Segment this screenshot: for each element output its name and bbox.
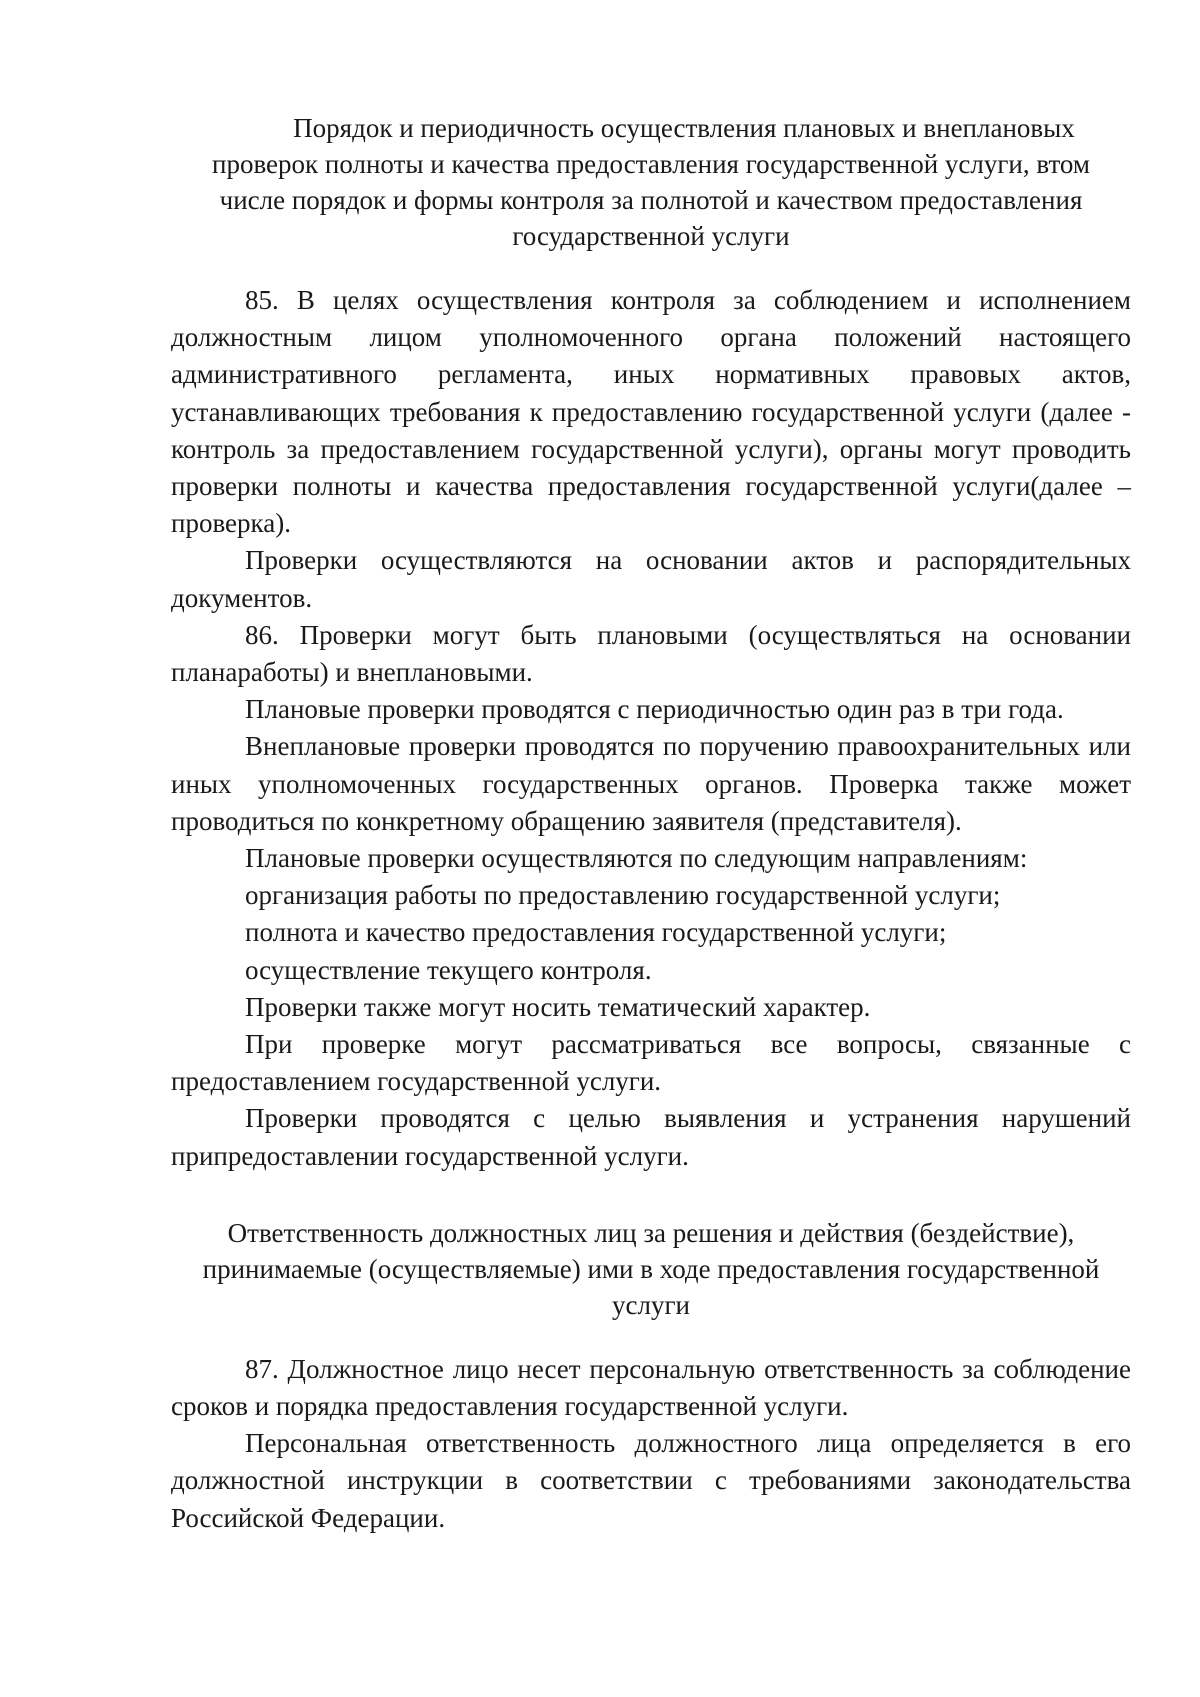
paragraph-86: 86. Проверки могут быть плановыми (осуществляться на основании планаработы) и внеплановыми. — [171, 619, 1131, 688]
list-item: организация работы по предоставлению государственной услуги; — [245, 880, 1001, 911]
paragraph-87: 87. Должностное лицо несет персональную ответственность за соблюдение сроков и порядка предоставления государственной услуги. — [171, 1353, 1131, 1422]
paragraph: Проверки также могут носить тематический характер. — [245, 991, 871, 1022]
section-body-responsibility — [171, 1351, 1131, 1537]
heading-line: принимаемые (осуществляемые) ими в ходе предоставления государственной — [202, 1253, 1100, 1284]
section-body-inspections — [171, 282, 1131, 1175]
paragraph: При проверке могут рассматриваться все вопросы, связанные с предоставлением государственной услуги. — [171, 1029, 1131, 1097]
paragraph: Проверки осуществляются на основании актов и распорядительных документов. — [171, 545, 1131, 613]
heading-line: проверок полноты и качества предоставления государственной услуги, втом — [212, 149, 1090, 179]
section-heading-inspections — [171, 110, 1131, 254]
list-item: полнота и качество предоставления государственной услуги; — [245, 917, 947, 948]
heading-line: Ответственность должностных лиц за решения и действия (бездействие), — [227, 1217, 1075, 1248]
heading-line: государственной услуги — [512, 221, 790, 251]
section-heading-responsibility — [171, 1215, 1131, 1323]
heading-line: числе порядок и формы контроля за полнотой и качеством предоставления — [219, 185, 1083, 215]
paragraph: Внеплановые проверки проводятся по поручению правоохранительных или иных уполномоченных государственных органов. Проверка также может проводиться по конкретному обращению заявителя (представителя). — [171, 731, 1131, 836]
heading-line: Порядок и периодичность осуществления плановых и внеплановых — [293, 113, 1075, 143]
heading-line: услуги — [612, 1289, 690, 1320]
list-item: осуществление текущего контроля. — [245, 954, 652, 985]
paragraph-85: 85. В целях осуществления контроля за соблюдением и исполнением должностным лицом уполномоченного органа положений настоящего административного регламента, иных нормативных правовых актов, устанавливающих требования к предоставлению государственной услуги (далее - контроль за предоставлением государственной услуги), органы могут проводить проверки полноты и качества предоставления государственной услуги(далее – проверка). — [171, 285, 1131, 539]
paragraph: Плановые проверки проводятся с периодичностью один раз в три года. — [245, 694, 1064, 725]
paragraph: Проверки проводятся с целью выявления и устранения нарушений припредоставлении государственной услуги. — [171, 1103, 1131, 1171]
paragraph: Плановые проверки осуществляются по следующим направлениям: — [245, 843, 1028, 874]
document-content — [171, 110, 1131, 1537]
paragraph: Персональная ответственность должностного лица определяется в его должностной инструкции в соответствии с требованиями законодательства Российской Федерации. — [171, 1428, 1131, 1533]
